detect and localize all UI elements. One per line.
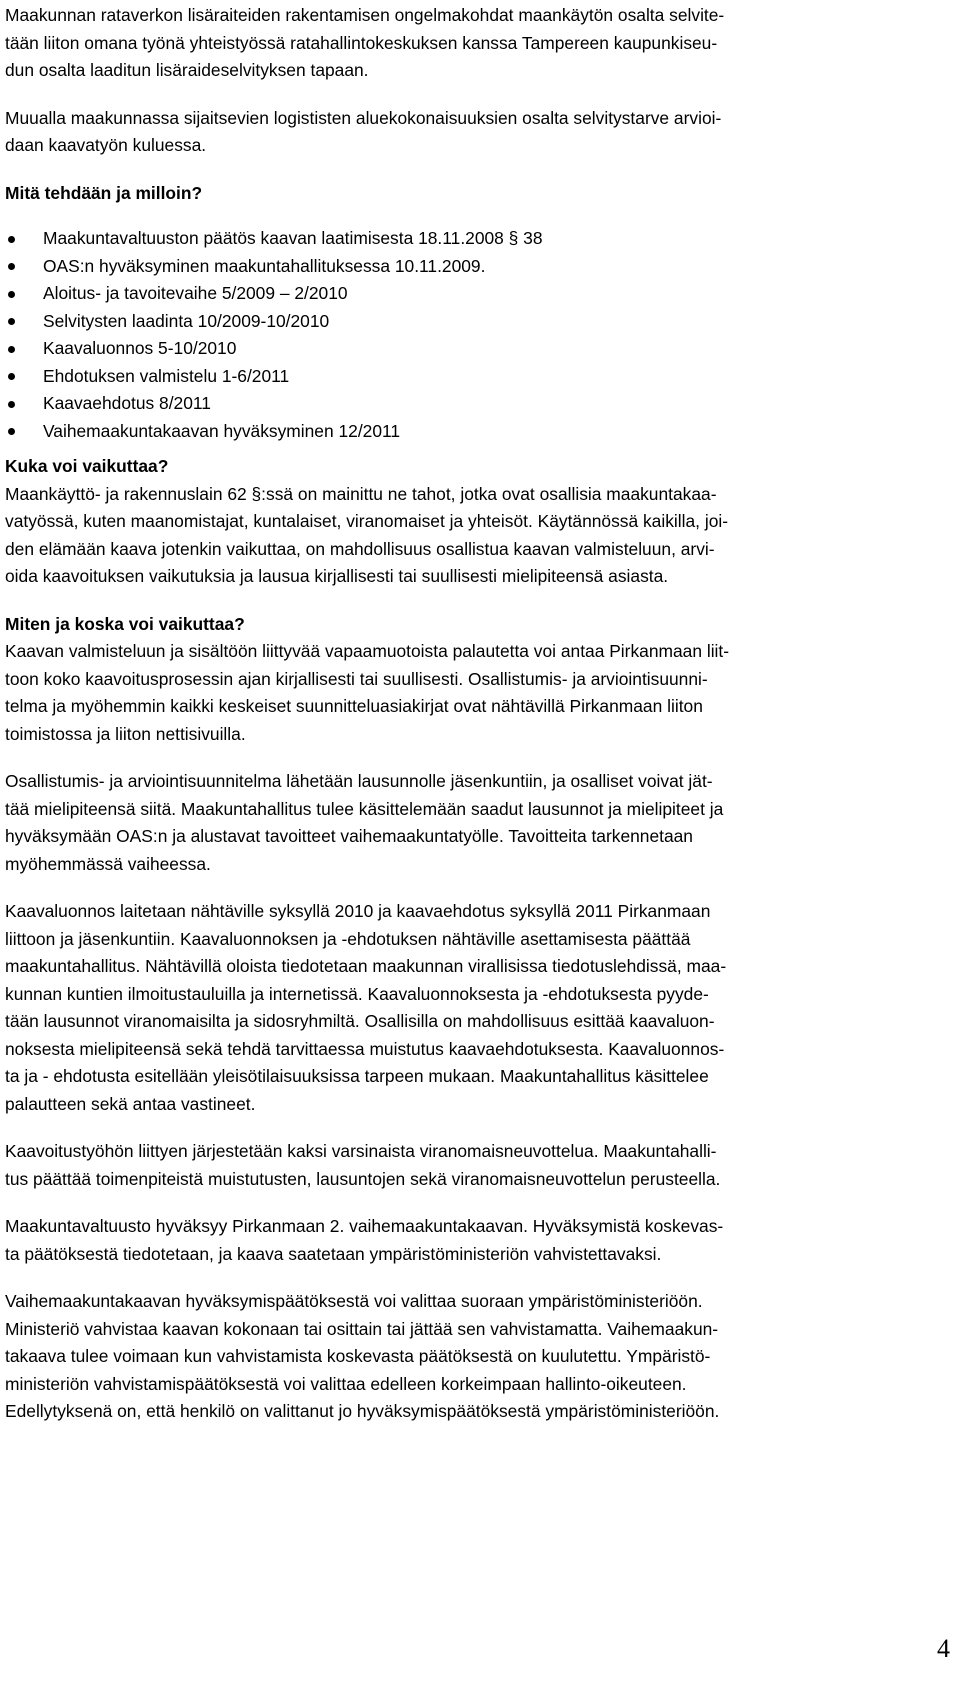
bullet-icon [8, 401, 15, 408]
list-item [5, 363, 950, 391]
list-item [5, 418, 950, 446]
who-heading: Kuka voi vaikuttaa? [5, 456, 169, 476]
list-item-text: Aloitus- ja tavoitevaihe 5/2009 – 2/2010 [43, 283, 348, 303]
list-item-text: Ehdotuksen valmistelu 1-6/2011 [43, 365, 290, 386]
list-item [5, 280, 950, 308]
intro-paragraph-2: Muualla maakunnassa sijaitsevien logististen aluekokonaisuuksien osalta selvitystarve arvioi- daan kaavatyön kuluessa. [5, 107, 722, 155]
bullet-icon [8, 373, 15, 380]
list-item-text: Selvitysten laadinta 10/2009-10/2010 [43, 310, 330, 331]
how-paragraph-2: Osallistumis- ja arviointisuunnitelma lähetään lausunnolle jäsenkuntiin, ja osalliset voivat jät- tää mielipiteensä siitä. Maakuntahallitus tulee käsittelemään saadut lausunnot ja mielipiteet ja hyväksymään OAS:n ja alustavat tavoitteet vaihemaakuntatyölle. Tavoitteita tarkennetaan myöhemmässä vaiheessa. [5, 771, 724, 874]
how-paragraph-1: Kaavan valmisteluun ja sisältöön liittyvää vapaamuotoista palautetta voi antaa Pirkanmaan liit- toon koko kaavoitusprosessin ajan kirjallisesti tai suullisesti. Osallistumis- ja arviointisuunni- telma ja myöhemmin kaikki keskeiset suunnitteluasiakirjat ovat nähtävillä Pirkanmaan liiton toimistossa ja liiton nettisivuilla. [5, 641, 730, 744]
list-item [5, 390, 950, 418]
bullet-icon [8, 291, 15, 298]
document-page [5, 2, 950, 1446]
list-item-text: OAS:n hyväksyminen maakuntahallituksessa 10.11.2009. [43, 255, 486, 276]
how-heading: Miten ja koska voi vaikuttaa? [5, 613, 245, 634]
schedule-heading: Mitä tehdään ja milloin? [5, 182, 203, 203]
how-paragraph-5: Maakuntavaltuusto hyväksyy Pirkanmaan 2. vaihemaakuntakaavan. Hyväksymistä koskevas- ta päätöksestä tiedotetaan, ja kaava saatetaan ympäristöministeriön vahvistettavaksi. [5, 1216, 724, 1264]
how-paragraph-6: Vaihemaakuntakaavan hyväksymispäätöksestä voi valittaa suoraan ympäristöministeriöön. Ministeriö vahvistaa kaavan kokonaan tai osittain tai jättää sen vahvistamatta. Vaihemaakun- takaava tulee voimaan kun vahvistamista koskevasta päätöksestä on kuulutettu. Ympäristö- ministeriön vahvistamispäätöksestä voi valittaa edelleen korkeimpaan hallinto-oikeuteen. Edellytyksenä on, että henkilö on valittanut jo hyväksymispäätöksestä ympäristöministeriöön. [5, 1291, 720, 1421]
list-item-text: Kaavaehdotus 8/2011 [43, 393, 211, 413]
bullet-icon [8, 236, 15, 243]
list-item-text: Vaihemaakuntakaavan hyväksyminen 12/2011 [43, 420, 401, 441]
how-paragraph-4: Kaavoitustyöhön liittyen järjestetään kaksi varsinaista viranomaisneuvottelua. Maakuntahalli- tus päättää toimenpiteistä muistutusten, lausuntojen sekä viranomaisneuvottelun perusteella. [5, 1141, 721, 1189]
how-paragraph-3: Kaavaluonnos laitetaan nähtäville syksyllä 2010 ja kaavaehdotus syksyllä 2011 Pirkanmaan liittoon ja jäsenkuntiin. Kaavaluonnoksen ja -ehdotuksen nähtäville asettamisesta päättää maakuntahallitus. Nähtävillä oloista tiedotetaan maakunnan virallisissa tiedotuslehdissä, maa- kunnan kuntien ilmoitustauluilla ja internetissä. Kaavaluonnoksesta ja -ehdotuksesta pyyde- tään lausunnot viranomaisilta ja sidosryhmiltä. Osallisilla on mahdollisuus esittää kaavaluon- noksesta mielipiteensä sekä tehdä tarvittaessa muistutus kaavaehdotuksesta. Kaavaluonnos- ta ja - ehdotusta esitellään yleisötilaisuuksissa tarpeen mukaan. Maakuntahallitus käsittelee palautteen sekä antaa vastineet. [5, 901, 727, 1114]
bullet-icon [8, 318, 15, 325]
list-item [5, 253, 950, 281]
list-item-text: Maakuntavaltuuston päätös kaavan laatimisesta 18.11.2008 § 38 [43, 228, 543, 248]
intro-paragraph-1: Maakunnan rataverkon lisäraiteiden rakentamisen ongelmakohdat maankäytön osalta selvite- tään liiton omana työnä yhteistyössä ratahallintokeskuksen kanssa Tampereen kaupunkiseu- dun osalta laaditun lisäraideselvityksen tapaan. [5, 5, 725, 80]
bullet-icon [8, 263, 15, 270]
who-paragraph: Maankäyttö- ja rakennuslain 62 §:ssä on mainittu ne tahot, jotka ovat osallisia maakuntakaa- vatyössä, kuten maanomistajat, kuntalaiset, viranomaiset ja yhteisöt. Käytännössä kaikilla, joi- den elämään kaava jotenkin vaikuttaa, on mahdollisuus osallistua kaavan valmisteluun, arvi- oida kaavoituksen vaikutuksia ja lausua kirjallisesti tai suullisesti mielipiteensä asiasta. [5, 483, 729, 586]
list-item-text: Kaavaluonnos 5-10/2010 [43, 338, 237, 358]
bullet-icon [8, 346, 15, 353]
list-item [5, 225, 950, 253]
schedule-list [5, 225, 950, 445]
list-item [5, 335, 950, 363]
page-number: 4 [937, 1634, 950, 1663]
bullet-icon [8, 428, 15, 435]
list-item [5, 308, 950, 336]
